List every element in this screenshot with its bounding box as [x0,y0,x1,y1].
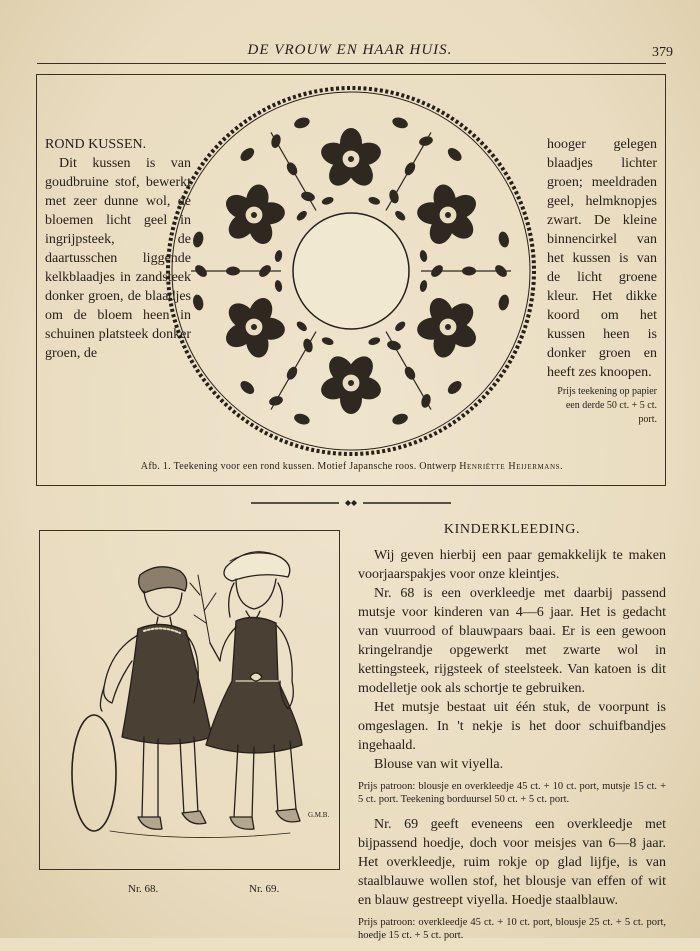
stem [386,132,431,210]
leaf [497,294,510,312]
leaf [295,209,309,222]
leaf [295,320,309,333]
leaf [445,145,464,163]
leaf [293,412,311,427]
stem [271,332,316,410]
leaf [368,336,382,346]
leaf [274,249,283,262]
leaf [393,209,407,222]
leaf [391,412,409,427]
cushion-left-paragraph: Dit kussen is van goudbruine stof, bewerkt met zeer dunne wol, de bloemen licht geel in ingrijpsteek, de daartusschen liggende kelkblaadjes in zandsteek donker groen, de blaadjes om de bloem heen in schuinen platsteek donker groen, de [45,156,191,361]
rose-stamen [251,324,257,330]
child-nr-69 [190,552,302,829]
leaf [192,294,205,312]
leaf [419,279,428,292]
article-paragraph-nr68: Nr. 68 is een overkleedje met daarbij passend mutsje voor kinderen van 4—6 jaar. Het is gedacht van vuurrood of blauwpaars baai. Er is een gewoon kringelrandje opgewerkt met zwarte wol in kettingsteek, rijgsteek of steelsteek. Van katoen is dit modelletje ook als schortje te gebruiken. [358,586,666,696]
leaf [368,196,382,206]
caption-text: Afb. 1. Teekening voor een rond kussen. Motief Japansche roos. Ontwerp [140,461,457,472]
figure1-caption [37,461,667,472]
leaf [393,320,407,333]
cushion-right-paragraph: hooger gelegen blaadjes lichter groen; meeldraden geel, helmknopjes zwart. De kleine binnencirkel van het kussen is van de licht groene kleur. Het dikke koord om het kussen heen is donker groen en heeft zes knoopen. [547,137,657,380]
label-nr-69: Nr. 69. [249,883,280,895]
leaf [321,196,335,206]
cushion-price: Prijs teekening op papier een derde 50 ct. + 5 ct. port. [557,386,657,425]
rose-stamen [445,212,451,218]
leaf [419,249,428,262]
inner-circle [293,213,409,329]
leaf [238,378,257,396]
rose-stamen [348,380,354,386]
page-header [0,40,700,64]
article-price-nr69: Prijs patroon: overkleedje 45 ct. + 10 ct. port, blousje 25 ct. + 5 ct. port, hoedje 15 ct. + 5 ct. port. [358,917,666,941]
header-rule [37,63,666,64]
leaf [445,378,464,396]
rose-stamen [348,156,354,162]
leaf [192,231,205,249]
article-paragraph-mutsje: Het mutsje bestaat uit één stuk, de voorpunt is omgeslagen. In 't nekje is het door schuifbandjes ingehaald. [358,700,666,753]
caption-designer: Henriëtte Heijermans. [459,461,564,472]
leaf [293,116,311,131]
figure-kinderkleeding [39,530,340,870]
article-paragraph-intro: Wij geven hierbij een paar gemakkelijk te maken voorjaarspakjes voor onze kleintjes. [358,548,666,582]
cushion-embroidery-drawing [161,81,541,461]
rose-stamen [251,212,257,218]
article-kinderkleeding [358,520,666,951]
page-number: 379 [652,45,673,60]
label-nr-68: Nr. 68. [128,883,159,895]
illustrator-signature: G.M.B. [308,811,330,819]
rose-stamen [445,324,451,330]
leaf [391,116,409,131]
leaf [321,336,335,346]
cushion-text-right [547,135,657,427]
article-paragraph-blouse: Blouse van wit viyella. [374,757,504,772]
article-price-nr68: Prijs patroon: blousje en overkleedje 45 ct. + 10 ct. port, mutsje 15 ct. + 5 ct. port. Teekening borduursel 50 ct. + 5 ct. port. [358,781,666,805]
leaf [238,145,257,163]
leaf [274,279,283,292]
stem [271,132,316,210]
child-nr-68 [72,567,212,831]
ornament-divider [251,496,451,510]
children-illustration [40,531,341,871]
cushion-heading: ROND KUSSEN. [45,137,147,152]
figure-rond-kussen [36,74,666,486]
stem [386,332,431,410]
leaf [497,231,510,249]
article-heading: KINDERKLEEDING. [443,522,581,537]
running-title: DE VROUW EN HAAR HUIS. [247,42,453,58]
article-paragraph-nr69: Nr. 69 geeft eveneens een overkleedje met bijpassend hoedje, doch voor meisjes van 6—8 jaar. Het overkleedje, ruim rokje op glad lijfje, is van staalblauwe wollen stof, het blousje van effen of wit en blauw gestreept viyella. Hoedje staalblauw. [358,817,666,908]
